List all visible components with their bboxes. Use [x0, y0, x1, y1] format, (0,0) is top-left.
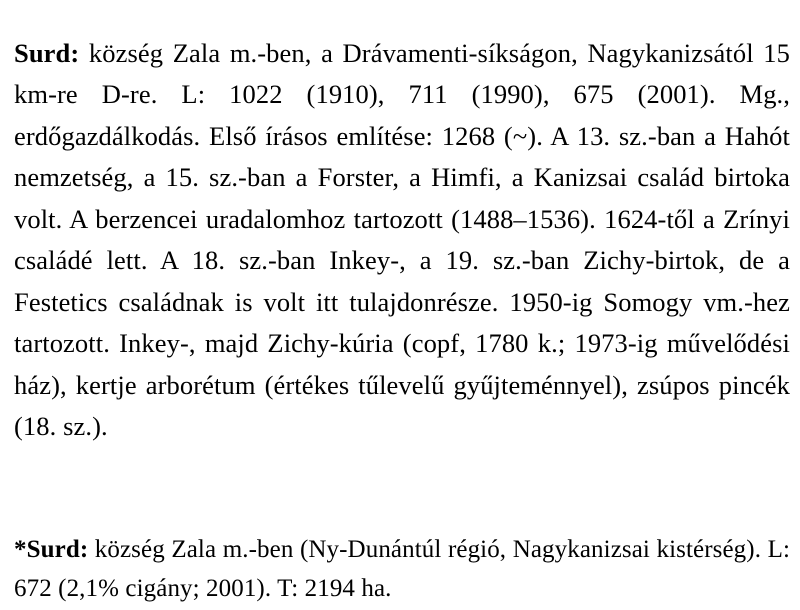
dictionary-entry-secondary	[14, 530, 790, 608]
entry-prefix-marker: *	[14, 536, 27, 563]
entry-body-text: község Zala m.-ben, a Drávamenti-síkságon, Nagykanizsától 15 km-re D-re. L: 1022 (1910), 711 (1990), 675 (2001). Mg., erdőgazdálkodás. Első írásos említése: 1268 (~). A 13. sz.-ban a Hahót nemzetség, a 15. sz.-ban a Forster, a Himfi, a Kanizsai család birtoka volt. A berzencei uradalomhoz tartozott (1488–1536). 1624-től a Zrínyi családé lett. A 18. sz.-ban Inkey-, a 19. sz.-ban Zichy-birtok, de a Festetics családnak is volt itt tulajdonrésze. 1950-ig Somogy vm.-hez tartozott. Inkey-, majd Zichy-kúria (copf, 1780 k.; 1973-ig művelődési ház), kertje arborétum (értékes tűlevelű gyűjteménnyel), zsúpos pincék (18. sz.).	[14, 37, 790, 441]
entry-body-text: község Zala m.-ben (Ny-Dunántúl régió, Nagykanizsai kistérség). L: 672 (2,1% cigány; 2001). T: 2194 ha.	[14, 536, 790, 602]
dictionary-entry-primary	[14, 33, 790, 448]
entry-headword: Surd:	[14, 37, 80, 68]
entry-headword: Surd:	[26, 536, 89, 563]
